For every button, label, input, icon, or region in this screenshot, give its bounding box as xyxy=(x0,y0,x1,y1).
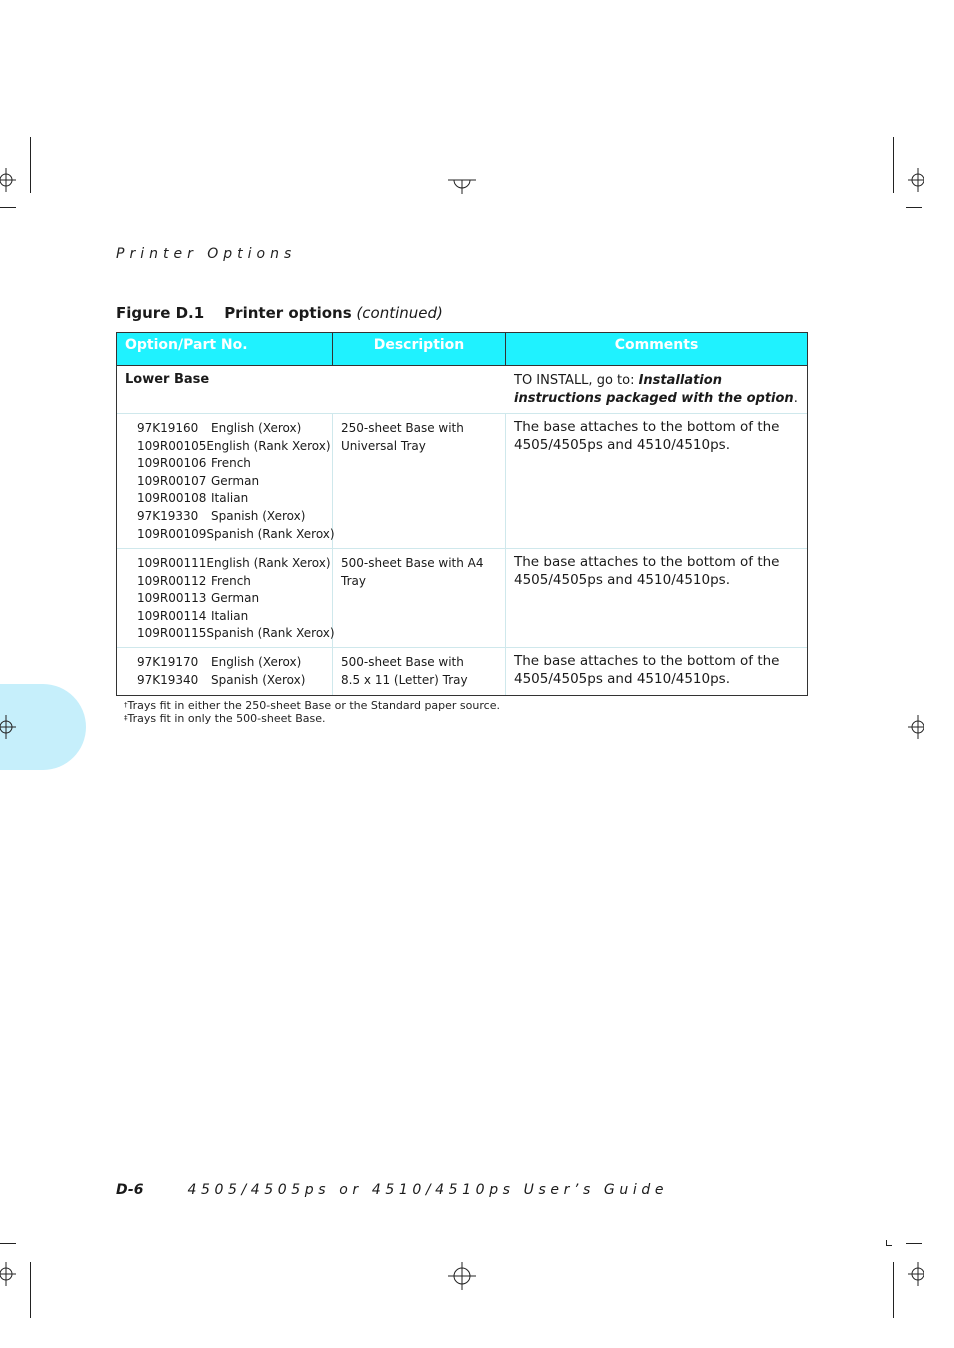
part-language: Spanish (Xerox) xyxy=(211,672,306,687)
part-number: 97K19330 xyxy=(137,508,199,523)
comment-line: 4505/4505ps and 4510/4510ps. xyxy=(514,571,730,588)
printer-options-table xyxy=(116,332,808,696)
footnote-mark: ‡ xyxy=(124,714,128,722)
registration-mark-icon xyxy=(0,168,18,192)
comment-cell xyxy=(506,549,807,647)
crop-mark xyxy=(30,1262,31,1318)
crop-mark xyxy=(30,137,31,193)
list-item xyxy=(137,555,331,573)
description-cell xyxy=(333,549,506,647)
list-item xyxy=(137,490,326,508)
crop-mark xyxy=(886,1245,892,1246)
registration-mark-icon xyxy=(0,1262,18,1286)
page-footer xyxy=(116,1182,668,1198)
section-comment-suffix: . xyxy=(793,391,798,406)
part-language: German xyxy=(211,473,260,488)
running-head: Printer Options xyxy=(116,246,297,262)
list-item xyxy=(137,672,326,690)
comment-cell xyxy=(506,648,807,695)
section-comment xyxy=(506,366,807,413)
footnote xyxy=(124,699,500,712)
column-header-description: Description xyxy=(333,333,506,365)
table-row xyxy=(117,414,807,549)
list-item xyxy=(137,438,331,456)
part-language: Spanish (Rank Xerox) xyxy=(206,526,335,541)
part-language: French xyxy=(211,573,251,588)
section-comment-prefix: TO INSTALL, go to: xyxy=(514,373,639,388)
comment-line: The base attaches to the bottom of the xyxy=(514,554,780,570)
list-item xyxy=(137,473,326,491)
comment-line: 4505/4505ps and 4510/4510ps. xyxy=(514,436,730,453)
crop-mark xyxy=(0,207,16,208)
part-language: Italian xyxy=(211,608,249,623)
part-number-list xyxy=(117,414,333,548)
part-language: Spanish (Xerox) xyxy=(211,508,306,523)
footnote-text: Trays fit in only the 500-sheet Base. xyxy=(127,712,326,725)
section-row-lower-base xyxy=(117,366,807,414)
comment-line: 4505/4505ps and 4510/4510ps. xyxy=(514,670,730,687)
registration-mark-icon xyxy=(0,715,18,739)
figure-name: Printer options xyxy=(224,304,352,322)
list-item xyxy=(137,526,335,544)
list-item xyxy=(137,508,326,526)
part-number: 109R00107 xyxy=(137,473,207,488)
part-number: 109R00111 xyxy=(137,556,207,570)
column-header-comments: Comments xyxy=(614,337,699,353)
footnotes xyxy=(124,699,500,725)
list-item xyxy=(137,625,335,643)
list-item xyxy=(137,654,326,672)
figure-title xyxy=(116,304,443,322)
list-item xyxy=(137,420,326,438)
part-language: English (Xerox) xyxy=(211,421,302,435)
part-number: 109R00109 xyxy=(137,526,207,541)
registration-mark-icon xyxy=(906,168,924,192)
part-number: 97K19340 xyxy=(137,672,199,687)
part-number-list xyxy=(117,648,333,695)
description-cell xyxy=(333,648,506,695)
description-line: 8.5 x 11 (Letter) Tray xyxy=(341,672,468,687)
part-language: German xyxy=(211,591,260,606)
table-row xyxy=(117,648,807,695)
table-row xyxy=(117,549,807,648)
part-number: 109R00108 xyxy=(137,491,207,506)
part-language: English (Xerox) xyxy=(211,655,302,669)
figure-note: (continued) xyxy=(356,304,443,322)
part-number: 109R00106 xyxy=(137,456,207,471)
description-cell xyxy=(333,414,506,548)
part-number: 97K19170 xyxy=(137,655,199,669)
description-line: 250-sheet Base with xyxy=(341,421,464,435)
crop-mark xyxy=(893,137,894,193)
part-language: Spanish (Rank Xerox) xyxy=(206,626,335,641)
part-number: 109R00112 xyxy=(137,573,207,588)
section-comment-emphasis: Installation instructions packaged with the option xyxy=(514,373,794,406)
page-number: D-6 xyxy=(116,1182,144,1198)
figure-number: Figure D.1 xyxy=(116,304,205,322)
part-language: French xyxy=(211,456,251,471)
description-line: 500-sheet Base with A4 Tray xyxy=(341,556,484,588)
column-header-part-no: Option/Part No. xyxy=(117,333,333,365)
list-item xyxy=(137,573,326,591)
list-item xyxy=(137,455,326,473)
comment-line: The base attaches to the bottom of the xyxy=(514,653,780,669)
section-label: Lower Base xyxy=(125,372,210,387)
registration-mark-icon xyxy=(448,174,476,194)
description-line: Universal Tray xyxy=(341,438,426,453)
footnote xyxy=(124,712,500,725)
registration-mark-icon xyxy=(906,1262,924,1286)
part-number-list xyxy=(117,549,333,647)
part-language: Italian xyxy=(211,491,249,506)
crop-mark xyxy=(906,1243,922,1244)
list-item xyxy=(137,590,326,608)
part-number: 109R00113 xyxy=(137,591,207,606)
table-header xyxy=(117,333,807,366)
part-number: 97K19160 xyxy=(137,421,199,435)
comment-cell xyxy=(506,414,807,548)
crop-mark xyxy=(0,1243,16,1244)
list-item xyxy=(137,608,326,626)
registration-mark-icon xyxy=(906,715,924,739)
registration-mark-icon xyxy=(448,1262,476,1290)
part-number: 109R00105 xyxy=(137,438,207,453)
footnote-mark: † xyxy=(124,701,128,709)
guide-title: 4505/4505ps or 4510/4510ps User’s Guide xyxy=(187,1182,669,1198)
crop-mark xyxy=(906,207,922,208)
part-number: 109R00115 xyxy=(137,626,207,641)
part-number: 109R00114 xyxy=(137,608,207,623)
part-language: English (Rank Xerox) xyxy=(206,438,331,453)
footnote-text: Trays fit in either the 250-sheet Base or the Standard paper source. xyxy=(127,699,500,712)
crop-mark xyxy=(893,1262,894,1318)
comment-line: The base attaches to the bottom of the xyxy=(514,419,780,435)
description-line: 500-sheet Base with xyxy=(341,655,464,669)
part-language: English (Rank Xerox) xyxy=(206,556,331,570)
